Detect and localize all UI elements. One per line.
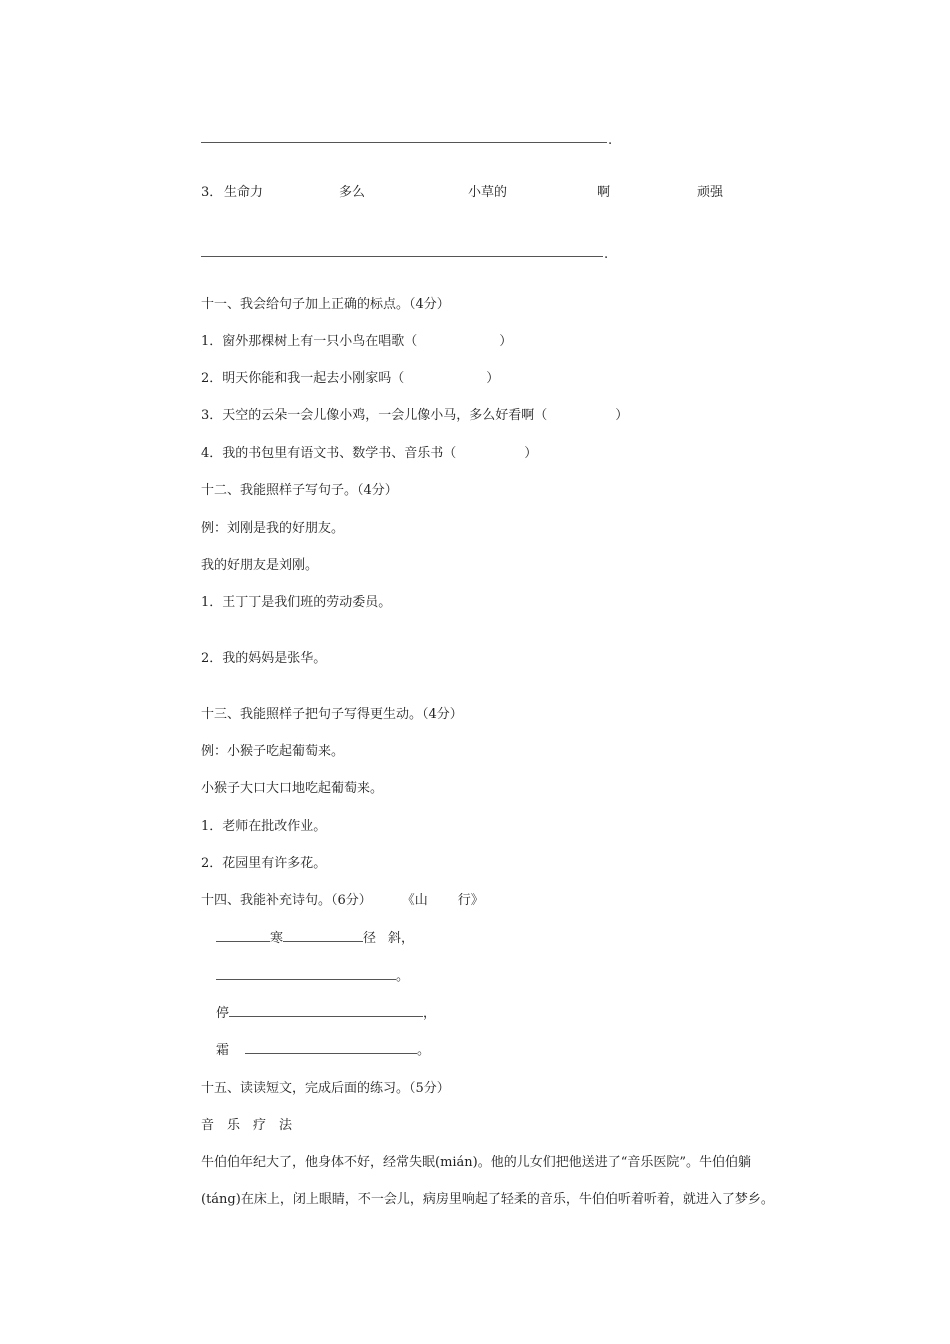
answer-line [201,256,603,257]
word-item: 多么 [339,185,366,200]
passage-title: 音 乐 疗 法 [201,1118,293,1133]
word-item: 啊 [597,185,611,200]
section-heading-text: 十四、我能补充诗句。（6分） [201,893,372,908]
item-text: 3．天空的云朵一会儿像小鸡，一会儿像小马，多么好看啊（ [201,408,548,423]
item-text: 2．明天你能和我一起去小刚家吗（ [201,371,405,386]
poem-title-open: 《山 [401,893,428,908]
item-text: 4．我的书包里有语文书、数学书、音乐书（ [201,446,457,461]
poem-title-close: 行》 [457,893,484,908]
fill-blank[interactable] [245,1042,417,1054]
example-answer: 小猴子大口大口地吃起葡萄来。 [201,781,384,796]
answer-line-end: . [608,133,613,148]
fill-blank[interactable] [283,930,363,942]
item-close: ） [615,408,629,423]
example-sentence: 例：小猴子吃起葡萄来。 [201,744,345,759]
poem-punct: 。 [396,969,410,984]
passage-line: (táng)在床上，闭上眼睛，不一会儿，病房里响起了轻柔的音乐，牛伯伯听着听着，就进入了梦乡。 [201,1192,774,1207]
poem-char: 寒 [270,931,284,946]
poem-line [216,968,409,986]
poem-char: 径 [363,931,377,946]
poem-punct: 。 [417,1043,431,1058]
word-item: 生命力 [224,185,264,200]
poem-line [216,930,414,948]
item-close: ） [486,371,500,386]
example-answer: 我的好朋友是刘刚。 [201,558,319,573]
section-heading: 十二、我能照样子写句子。（4分） [201,483,398,498]
question-item: 1．老师在批改作业。 [201,819,327,834]
fill-blank[interactable] [216,930,270,942]
item-text: 1．窗外那棵树上有一只小鸟在唱歌（ [201,334,418,349]
word-item: 顽强 [697,185,724,200]
passage-line: 牛伯伯年纪大了，他身体不好，经常失眠(mián)。他的儿女们把他送进了“音乐医院”。牛伯伯躺 [201,1155,752,1170]
item-close: ） [524,446,538,461]
poem-line [216,1005,436,1023]
punctuation-item [201,333,512,351]
punctuation-item [201,370,499,388]
fill-blank[interactable] [216,968,396,980]
poem-line [216,1042,430,1060]
fill-blank[interactable] [229,1005,423,1017]
answer-line-end: . [604,247,609,262]
question-item: 2．我的妈妈是张华。 [201,651,327,666]
poem-char: 斜， [388,931,415,946]
poem-char: 停 [216,1006,230,1021]
section-heading [201,892,484,910]
section-heading: 十三、我能照样子把句子写得更生动。（4分） [201,707,463,722]
question-number: 3． [201,185,223,200]
poem-punct: ， [423,1006,437,1021]
section-heading: 十五、读读短文，完成后面的练习。（5分） [201,1081,450,1096]
section-heading: 十一、我会给句子加上正确的标点。（4分） [201,297,450,312]
word-item: 小草的 [468,185,508,200]
question-item: 1．王丁丁是我们班的劳动委员。 [201,595,392,610]
punctuation-item [201,445,537,463]
item-close: ） [499,334,513,349]
example-sentence: 例：刘刚是我的好朋友。 [201,521,345,536]
question-item: 2．花园里有许多花。 [201,856,327,871]
poem-char: 霜 [216,1043,230,1058]
answer-line [201,142,607,143]
punctuation-item [201,407,628,425]
